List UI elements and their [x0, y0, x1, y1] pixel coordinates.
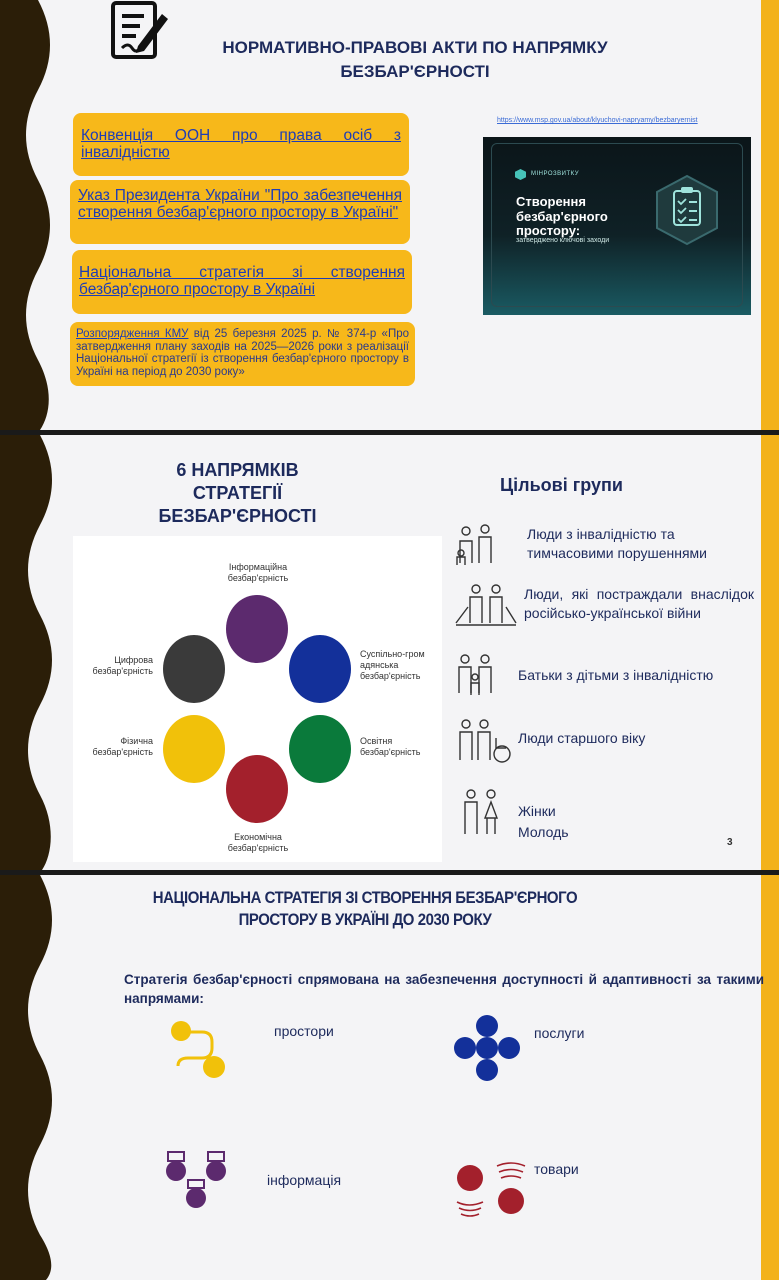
wavy-border: [0, 0, 60, 430]
accent-stripe: [761, 0, 779, 430]
link-box-strategy: [72, 250, 412, 314]
target-group-disability: Люди з інвалідністю та тимчасовими порушеннями: [527, 526, 707, 561]
accent-stripe: [761, 875, 779, 1280]
page-number: 3: [727, 837, 733, 848]
parents-children-icon: [455, 653, 499, 697]
wheel-circle-info: [226, 595, 288, 663]
ministry-image: [483, 137, 751, 315]
wheel-circle-physical: [163, 715, 225, 783]
target-group-parents: Батьки з дітьми з інвалідністю: [518, 667, 714, 683]
area-services: послуги: [534, 1025, 585, 1041]
wheel-label-education: Освітня безбар'єрність: [360, 736, 421, 757]
link-cabinet-order[interactable]: Розпорядження КМУ: [76, 328, 189, 340]
strategy-intro: Стратегія безбар'єрності спрямована на забезпечення доступності й адаптивності за такими напрямами:: [124, 972, 764, 1006]
link-box-convention: [73, 113, 409, 176]
accent-stripe: [761, 435, 779, 870]
elderly-people-icon: [456, 718, 514, 764]
slide-national-strategy: [0, 875, 779, 1280]
people-disability-icon: [455, 523, 499, 567]
link-president-decree[interactable]: Указ Президента України "Про забезпечення створення безбар'єрного простору в Україні": [78, 187, 402, 221]
spaces-icon: [168, 1018, 230, 1080]
directions-title: 6 НАПРЯМКІВ СТРАТЕГІЇ БЕЗБАР'ЄРНОСТІ: [158, 460, 317, 526]
wheel-circle-digital: [163, 635, 225, 703]
wheel-label-info: Інформаційна безбар'єрність: [227, 562, 289, 583]
clipboard-icon: [651, 173, 723, 247]
target-group-elderly: Люди старшого віку: [518, 730, 646, 746]
slide-legal-acts: [0, 0, 779, 430]
wheel-label-economic: Економічна безбар'єрність: [227, 832, 289, 853]
page-title: НОРМАТИВНО-ПРАВОВІ АКТИ ПО НАПРЯМКУ БЕЗБАР'ЄРНОСТІ: [222, 38, 608, 81]
ministry-name: МІНРОЗВИТКУ: [531, 171, 580, 177]
link-national-strategy[interactable]: Національна стратегія зі створення безбар'єрного простору в Україні: [79, 264, 405, 298]
wheel-circle-education: [289, 715, 351, 783]
slide-strategy-directions: [0, 435, 779, 870]
area-information: інформація: [267, 1172, 342, 1188]
wheel-label-social: Суспільно-гром адянська безбар'єрність: [360, 649, 425, 681]
area-spaces: простори: [274, 1023, 334, 1039]
order-text: Розпорядження КМУ від 25 березня 2025 р. № 374-р «Про затвердження плану заходів на 2025—2026 роки з реалізації Національної стратегії із створення безбар'єрного простору в Україні на період до 2030 року»: [76, 328, 409, 378]
wheel-circle-social: [289, 635, 351, 703]
directions-wheel: [73, 536, 442, 862]
information-icon: [163, 1150, 229, 1212]
link-un-convention[interactable]: Конвенція ООН про права осіб з інвалідністю: [81, 127, 401, 161]
wheel-label-digital: Цифрова безбар'єрність: [92, 655, 153, 676]
women-youth-icon: [461, 788, 503, 836]
target-groups-title: Цільові групи: [500, 475, 623, 495]
link-box-decree: [70, 180, 410, 244]
ministry-subheading: затверджено ключові заходи: [516, 237, 610, 244]
area-goods: товари: [534, 1161, 579, 1177]
target-group-war: Люди, які постраждали внаслідок російсько-української війни: [524, 586, 754, 621]
target-group-youth: Молодь: [518, 824, 569, 840]
strategy-title: НАЦІОНАЛЬНА СТРАТЕГІЯ ЗІ СТВОРЕННЯ БЕЗБАР'ЄРНОГО ПРОСТОРУ В УКРАЇНІ ДО 2030 РОКУ: [152, 888, 578, 929]
wavy-border: [0, 875, 60, 1280]
services-icon: [454, 1015, 520, 1081]
source-url[interactable]: https://www.msp.gov.ua/about/klyuchovi-napryamy/bezbaryernist: [497, 117, 698, 124]
target-group-women: Жінки: [518, 803, 556, 819]
wheel-circle-economic: [226, 755, 288, 823]
wavy-border: [0, 435, 60, 870]
wheel-label-physical: Фізична безбар'єрність: [92, 736, 153, 757]
people-war-icon: [454, 583, 518, 627]
goods-icon: [453, 1160, 529, 1220]
ministry-heading: Створення безбар'єрного простору:: [516, 194, 608, 238]
link-box-order: [70, 322, 415, 386]
